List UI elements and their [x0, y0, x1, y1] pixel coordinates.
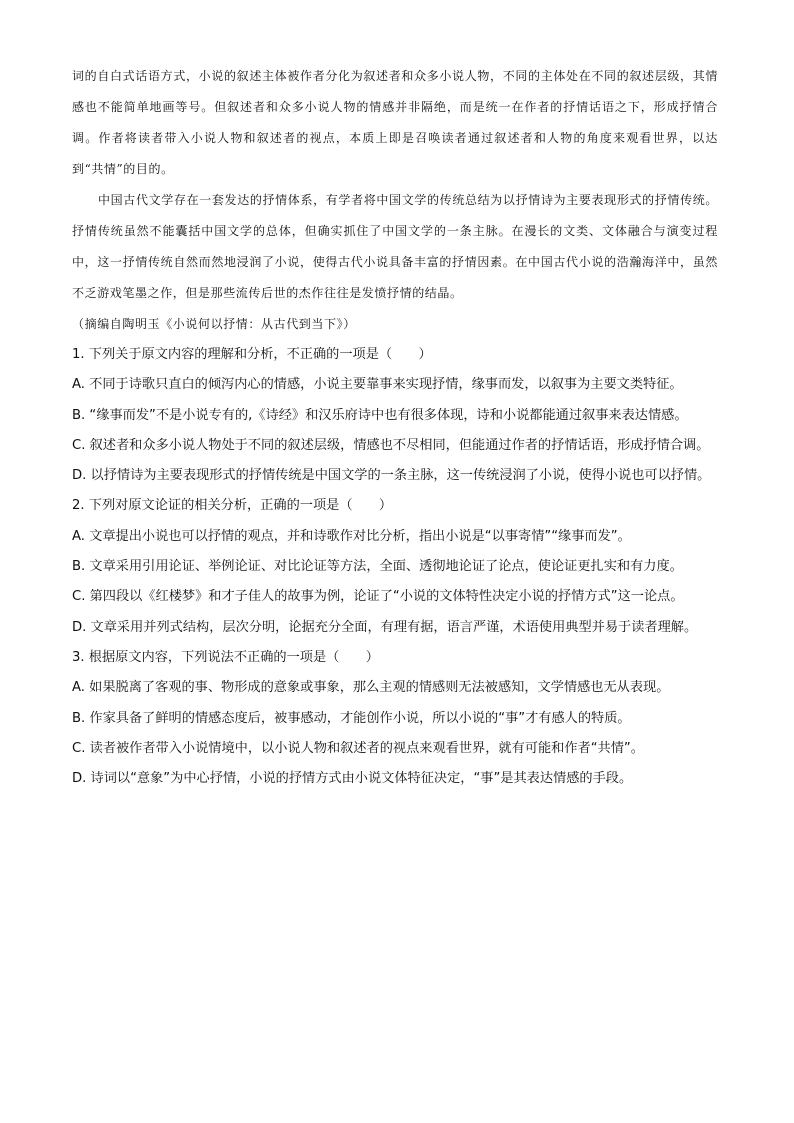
question-2 — [72, 491, 718, 642]
question-1-option-a: A. 不同于诗歌只直白的倾泻内心的情感，小说主要靠事来实现抒情，缘事而发，以叙事为主要文类特征。 — [72, 377, 683, 393]
question-2-option-d: D. 文章采用并列式结构，层次分明，论据充分全面，有理有据，语言严谨，术语使用典型并易于读者理解。 — [72, 619, 698, 635]
question-1 — [72, 340, 718, 491]
question-2-option-a: A. 文章提出小说也可以抒情的观点，并和诗歌作对比分析，指出小说是“以事寄情”“缘事而发”。 — [72, 528, 631, 544]
question-2-option-b: B. 文章采用引用论证、举例论证、对比论证等方法，全面、透彻地论证了论点，使论证更扎实和有力度。 — [72, 559, 683, 575]
question-3 — [72, 643, 718, 794]
question-3-option-b: B. 作家具备了鲜明的情感态度后，被事感动，才能创作小说，所以小说的“事”才有感人的特质。 — [72, 710, 631, 726]
question-1-stem: 1. 下列关于原文内容的理解和分析，不正确的一项是（ ） — [72, 347, 432, 362]
question-list — [72, 340, 718, 794]
question-1-option-d: D. 以抒情诗为主要表现形式的抒情传统是中国文学的一条主脉，这一传统浸润了小说，使得小说也可以抒情。 — [72, 468, 711, 484]
question-3-option-c: C. 读者被作者带入小说情境中，以小说人物和叙述者的视点来观看世界，就有可能和作者“共情”。 — [72, 740, 644, 756]
passage-paragraph-1: 词的自白式话语方式，小说的叙述主体被作者分化为叙述者和众多小说人物，不同的主体处在不同的叙述层级，其情感也不能简单地画等号。但叙述者和众多小说人物的情感并非隔绝，而是统一在作者的抒情话语之下，形成抒情合调。作者将读者带入小说人物和叙述者的视点，本质上即是召唤读者通过叙述者和人物的角度来观看世界，以达到“共情”的目的。 — [72, 69, 718, 176]
reading-passage — [72, 61, 718, 340]
question-2-option-c: C. 第四段以《红楼梦》和才子佳人的故事为例，论证了“小说的文体特性决定小说的抒情方式”这一论点。 — [72, 589, 684, 605]
passage-paragraph-2: 中国古代文学存在一套发达的抒情体系，有学者将中国文学的传统总结为以抒情诗为主要表现形式的抒情传统。抒情传统虽然不能囊括中国文学的总体，但确实抓住了中国文学的一条主脉。在漫长的文类、文体融合与演变过程中，这一抒情传统自然而然地浸润了小说，使得古代小说具备丰富的抒情因素。在中国古代小说的浩瀚海洋中，虽然不乏游戏笔墨之作，但是那些流传后世的杰作往往是发愤抒情的结晶。 — [72, 193, 718, 300]
passage-source: （摘编自陶明玉《小说何以抒情：从古代到当下》） — [72, 317, 356, 331]
question-3-stem: 3. 根据原文内容，下列说法不正确的一项是（ ） — [72, 649, 379, 665]
question-1-option-b: B. “缘事而发”不是小说专有的,《诗经》和汉乐府诗中也有很多体现，诗和小说都能通过叙事来表达情感。 — [72, 407, 688, 423]
question-2-stem: 2. 下列对原文论证的相关分析，正确的一项是（ ） — [72, 498, 393, 514]
question-3-option-d: D. 诗词以“意象”为中心抒情，小说的抒情方式由小说文体特征决定，“事”是其表达情感的手段。 — [72, 771, 633, 787]
question-3-option-a: A. 如果脱离了客观的事、物形成的意象或事象，那么主观的情感则无法被感知，文学情感也无从表现。 — [72, 680, 670, 696]
question-1-option-c: C. 叙述者和众多小说人物处于不同的叙述层级，情感也不尽相同，但能通过作者的抒情话语，形成抒情合调。 — [72, 437, 710, 453]
